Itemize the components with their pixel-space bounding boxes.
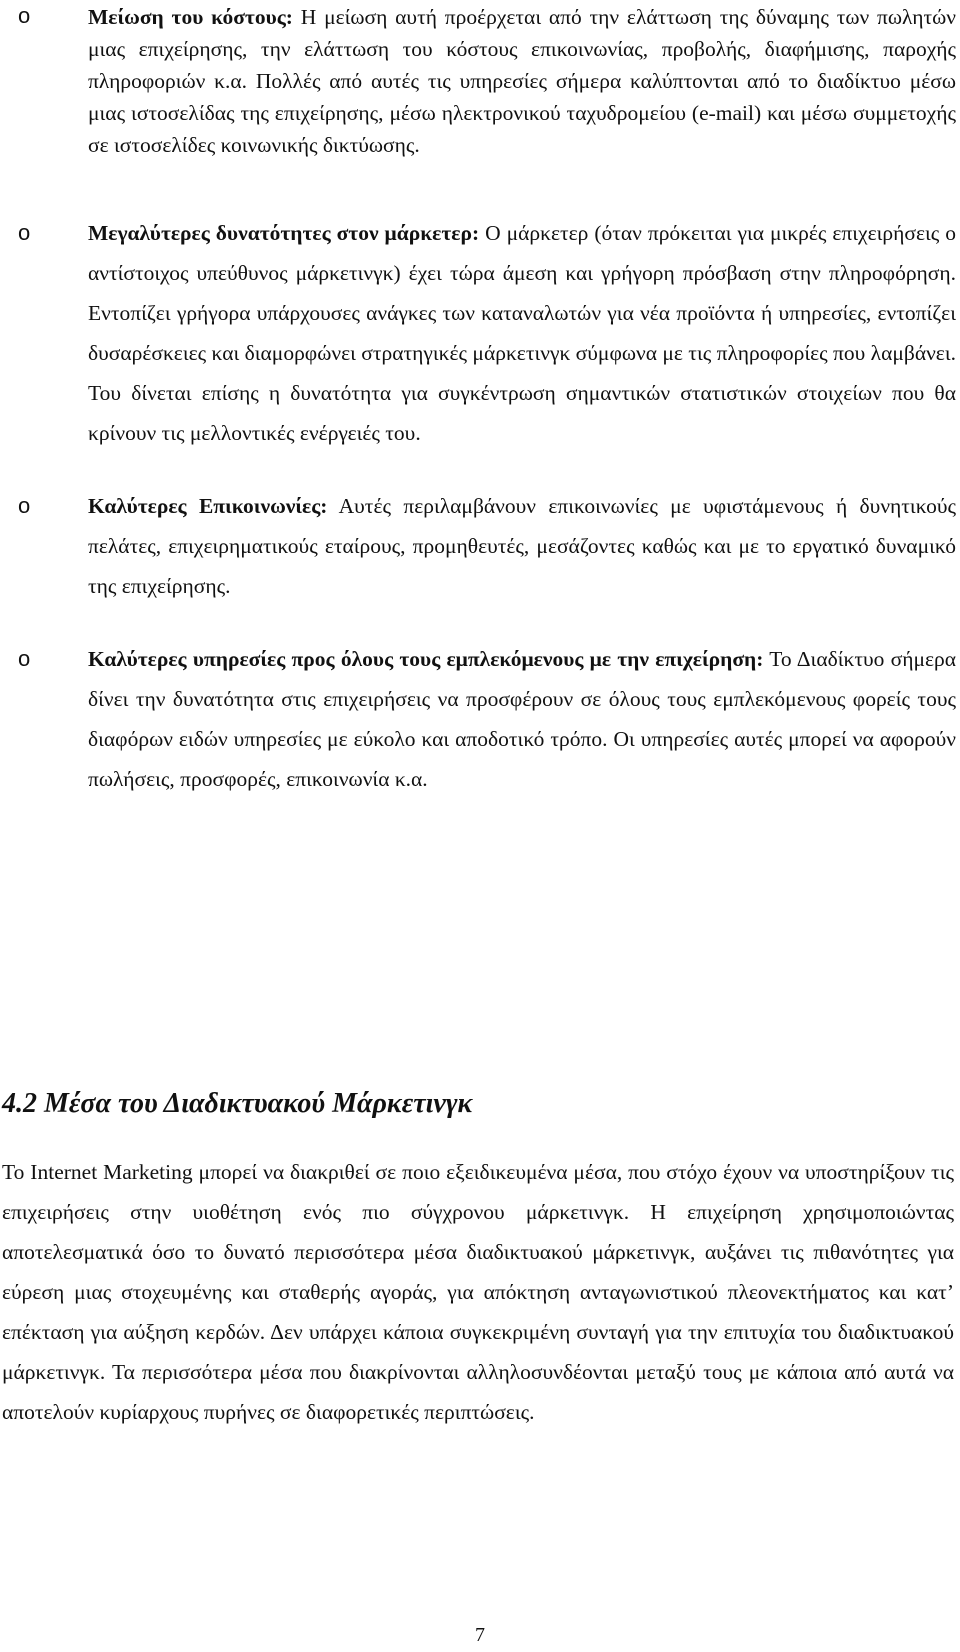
bullet-item-better-communications bbox=[18, 486, 956, 606]
section-paragraph: Το Internet Marketing μπορεί να διακριθεί σε ποιο εξειδικευμένα μέσα, που στόχο έχουν να υποστηρίξουν τις επιχειρήσεις στην υιοθέτηση ενός πιο σύγχρονου μάρκετινγκ. Η επιχείρηση χρησιμοποιώντας αποτελεσματικά όσο το δυνατό περισσότερα μέσα διαδικτυακού μάρκετινγκ, αυξάνει τις πιθανότητες για εύρεση μιας στοχευμένης και σταθερής αγοράς, για απόκτηση ανταγωνιστικού πλεονεκτήματος και κατ’ επέκταση για αύξηση κερδών. Δεν υπάρχει κάποια συγκεκριμένη συνταγή για την επιτυχία του διαδικτυακού μάρκετινγκ. Τα περισσότερα μέσα που διακρίνονται αλληλοσυνδέονται μεταξύ τους με κάποια από αυτά να αποτελούν κυρίαρχους πυρήνες σε διαφορετικές περιπτώσεις. bbox=[2, 1160, 954, 1424]
bullet-marker: o bbox=[18, 646, 31, 671]
bullet-text: Το Διαδίκτυο σήμερα δίνει την δυνατότητα στις επιχειρήσεις να προσφέρουν σε όλους τους εμπλεκόμενους φορείς τους διαφόρων ειδών υπηρεσίες με εύκολο και αποδοτικό τρόπο. Οι υπηρεσίες αυτές μπορεί να αφορούν πωλήσεις, προσφορές, επικοινωνία κ.α. bbox=[88, 647, 956, 791]
bullet-lead: Μείωση του κόστους: bbox=[88, 5, 293, 29]
bullet-marker: o bbox=[18, 3, 31, 28]
bullet-list bbox=[18, 0, 956, 799]
bullet-text: Αυτές περιλαμβάνουν επικοινωνίες με υφιστάμενους ή δυνητικούς πελάτες, επιχειρηματικούς εταίρους, προμηθευτές, μεσάζοντες καθώς και με το εργατικό δυναμικό της επιχείρησης. bbox=[88, 494, 956, 598]
bullet-text: Η μείωση αυτή προέρχεται από την ελάττωση της δύναμης των πωλητών μιας επιχείρησης, την ελάττωση του κόστους επικοινωνίας, προβολής, διαφήμισης, παροχής πληροφοριών κ.α. Πολλές από αυτές τις υπηρεσίες σήμερα καλύπτονται από το διαδίκτυο μέσω μιας ιστοσελίδας της επιχείρησης, μέσω ηλεκτρονικού ταχυδρομείου (e-mail) και μέσω συμμετοχής σε ιστοσελίδες κοινωνικής δικτύωσης. bbox=[88, 5, 956, 157]
section-heading: 4.2 Μέσα του Διαδικτυακού Μάρκετινγκ bbox=[2, 1088, 473, 1119]
bullet-text: Ο μάρκετερ (όταν πρόκειται για μικρές επιχειρήσεις ο αντίστοιχος υπεύθυνος μάρκετινγκ) έχει τώρα άμεση και γρήγορη πρόσβαση στην πληροφόρηση. Εντοπίζει γρήγορα υπάρχουσες ανάγκες των καταναλωτών για νέα προϊόντα ή υπηρεσίες, εντοπίζει δυσαρέσκειες και διαμορφώνει στρατηγικές μάρκετινγκ σύμφωνα με τις πληροφορίες που λαμβάνει. Του δίνεται επίσης η δυνατότητα για συγκέντρωση σημαντικών στατιστικών στοιχείων που θα κρίνουν τις μελλοντικές ενέργειές του. bbox=[88, 221, 957, 445]
bullet-lead: Μεγαλύτερες δυνατότητες στον μάρκετερ: bbox=[88, 221, 480, 245]
bullet-item-cost-reduction bbox=[18, 0, 956, 161]
bullet-marker: o bbox=[18, 493, 31, 518]
bullet-marker: o bbox=[18, 220, 31, 245]
page-number: 7 bbox=[475, 1624, 485, 1646]
bullet-lead: Καλύτερες υπηρεσίες προς όλους τους εμπλεκόμενους με την επιχείρηση: bbox=[88, 647, 764, 671]
bullet-lead: Καλύτερες Επικοινωνίες: bbox=[88, 494, 328, 518]
bullet-item-marketer-capabilities bbox=[18, 213, 956, 453]
bullet-item-better-services bbox=[18, 639, 956, 799]
